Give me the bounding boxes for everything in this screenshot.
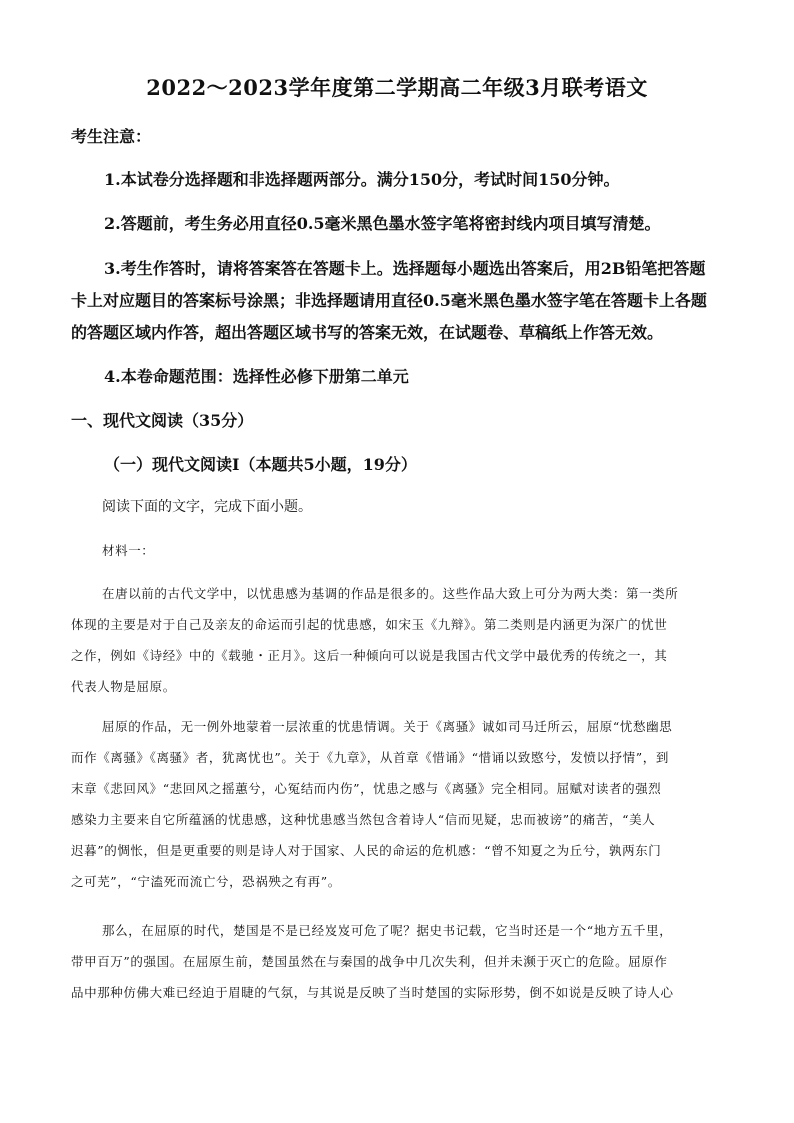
notice-item-2: 2.答题前，考生务必用直径0.5毫米黑色墨水签字笔将密封线内项目填写清楚。 xyxy=(104,214,661,233)
paragraph-line: 在唐以前的古代文学中，以忧患感为基调的作品是很多的。这些作品大致上可分为两大类：第一类所 xyxy=(102,586,679,601)
paragraph-1 xyxy=(71,578,721,702)
paragraph-line: 之可芜”，“宁溘死而流亡兮，恐祸殃之有再”。 xyxy=(71,874,341,889)
material-label: 材料一： xyxy=(102,543,155,558)
notice-item-3-line-3: 的答题区域内作答，超出答题区域书写的答案无效，在试题卷、草稿纸上作答无效。 xyxy=(71,323,664,342)
paragraph-line: 之作，例如《诗经》中的《载驰・正月》。这后一种倾向可以说是我国古代文学中最优秀的传统之一，其 xyxy=(71,648,668,663)
subsection-heading: （一）现代文阅读Ⅰ（本题共5小题，19分） xyxy=(104,455,417,474)
paragraph-line: 感染力主要来自它所蕴涵的忧患感，这种忧患感当然包含着诗人“信而见疑，忠而被谤”的痛苦，“美人 xyxy=(71,812,656,827)
paragraph-line: 体现的主要是对于自己及亲友的命运而引起的忧患感，如宋玉《九辩》。第二类则是内涵更为深广的忧世 xyxy=(71,617,668,632)
reading-instruction: 阅读下面的文字，完成下面小题。 xyxy=(102,499,312,515)
paragraph-line: 那么，在屈原的时代，楚国是不是已经岌岌可危了呢？据史书记载，它当时还是一个“地方五千里， xyxy=(102,923,673,938)
section-heading: 一、现代文阅读（35分） xyxy=(71,411,254,430)
exam-title: 2022～2023学年度第二学期高二年级3月联考语文 xyxy=(146,75,648,100)
notice-heading: 考生注意： xyxy=(71,127,152,146)
notice-item-1: 1.本试卷分选择题和非选择题两部分。满分150分，考试时间150分钟。 xyxy=(104,170,620,189)
paragraph-line: 带甲百万”的强国。在屈原生前，楚国虽然在与秦国的战争中几次失利，但并未濒于灭亡的危险。屈原作 xyxy=(71,954,668,969)
paragraph-3 xyxy=(71,915,721,1008)
paragraph-2 xyxy=(71,711,721,897)
paragraph-line: 代表人物是屈原。 xyxy=(71,679,176,694)
paragraph-line: 而作《离骚》《离骚》者，犹离忧也”。关于《九章》，从首章《惜诵》“惜诵以致愍兮，发愤以抒情”，到 xyxy=(71,750,669,765)
paragraph-line: 末章《悲回风》“悲回风之摇蕙兮，心冤结而内伤”，忧患之感与《离骚》完全相同。屈赋对读者的强烈 xyxy=(71,781,662,796)
paragraph-line: 屈原的作品，无一例外地蒙着一层浓重的忧患情调。关于《离骚》诚如司马迁所云，屈原“忧愁幽思 xyxy=(102,719,673,734)
paragraph-line: 品中那种仿佛大难已经迫于眉睫的气氛，与其说是反映了当时楚国的实际形势，倒不如说是反映了诗人心 xyxy=(71,985,674,1000)
paragraph-line: 迟暮”的惆怅，但是更重要的则是诗人对于国家、人民的命运的危机感：“曾不知夏之为丘兮，孰两东门 xyxy=(71,843,662,858)
notice-item-3-line-1: 3.考生作答时，请将答案答在答题卡上。选择题每小题选出答案后，用2B铅笔把答题 xyxy=(104,259,706,278)
notice-item-3-line-2: 卡上对应题目的答案标号涂黑；非选择题请用直径0.5毫米黑色墨水签字笔在答题卡上各题 xyxy=(71,291,707,310)
notice-item-4: 4.本卷命题范围：选择性必修下册第二单元 xyxy=(104,367,409,386)
